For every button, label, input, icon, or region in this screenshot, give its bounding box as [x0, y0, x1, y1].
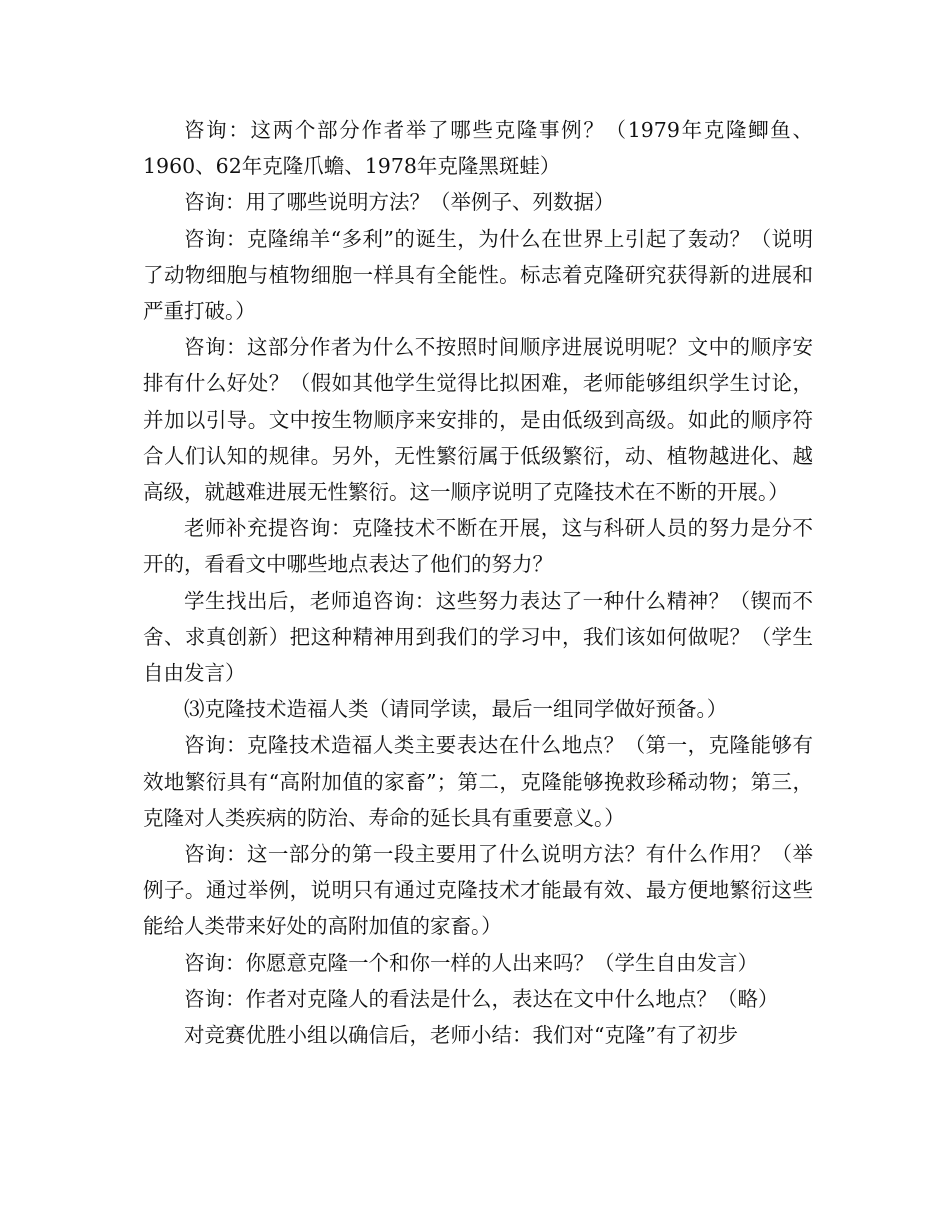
paragraph-9: 咨询：这一部分的第一段主要用了什么说明方法？有什么作用？（举例子。通过举例，说明只有通过克隆技术才能最有效、最方便地繁衍这些能给人类带来好处的高附加值的家畜。） [143, 842, 813, 939]
paragraph-8: 咨询：克隆技术造福人类主要表达在什么地点？（第一，克隆能够有效地繁衍具有“高附加值的家畜”；第二，克隆能够挽救珍稀动物；第三，克隆对人类疾病的防治、寿命的延长具有重要意义。） [143, 733, 813, 830]
paragraph-5: 老师补充提咨询：克隆技术不断在开展，这与科研人员的努力是分不开的，看看文中哪些地点表达了他们的努力？ [143, 516, 813, 577]
paragraph-11: 咨询：作者对克隆人的看法是什么，表达在文中什么地点？（略） [184, 986, 779, 1011]
paragraph-1: 咨询：这两个部分作者举了哪些克隆事例？（1979年克隆鲫鱼、1960、62年克隆爪蟾、1978年克隆黑斑蛙） [143, 118, 813, 179]
paragraph-3: 咨询：克隆绵羊“多利”的诞生，为什么在世界上引起了轰动？（说明了动物细胞与植物细胞一样具有全能性。标志着克隆研究获得新的进展和严重打破。） [143, 226, 813, 324]
paragraph-2: 咨询：用了哪些说明方法？（举例子、列数据） [184, 190, 615, 215]
document-body [143, 112, 813, 1053]
paragraph-12: 对竞赛优胜小组以确信后，老师小结：我们对“克隆”有了初步 [184, 1023, 738, 1048]
paragraph-10: 咨询：你愿意克隆一个和你一样的人出来吗？（学生自由发言） [184, 950, 758, 975]
paragraph-6: 学生找出后，老师追咨询：这些努力表达了一种什么精神？（锲而不舍、求真创新）把这种精神用到我们的学习中，我们该如何做呢？（学生自由发言） [143, 588, 813, 686]
paragraph-7: ⑶克隆技术造福人类（请同学读，最后一组同学做好预备。） [184, 697, 728, 722]
paragraph-4: 咨询：这部分作者为什么不按照时间顺序进展说明呢？文中的顺序安排有什么好处？（假如其他学生觉得比拟困难，老师能够组织学生讨论，并加以引导。文中按生物顺序来安排的，是由低级到高级。如此的顺序符合人们认知的规律。另外，无性繁衍属于低级繁衍，动、植物越进化、越高级，就越难进展无性繁衍。这一顺序说明了克隆技术在不断的开展。） [143, 335, 813, 505]
